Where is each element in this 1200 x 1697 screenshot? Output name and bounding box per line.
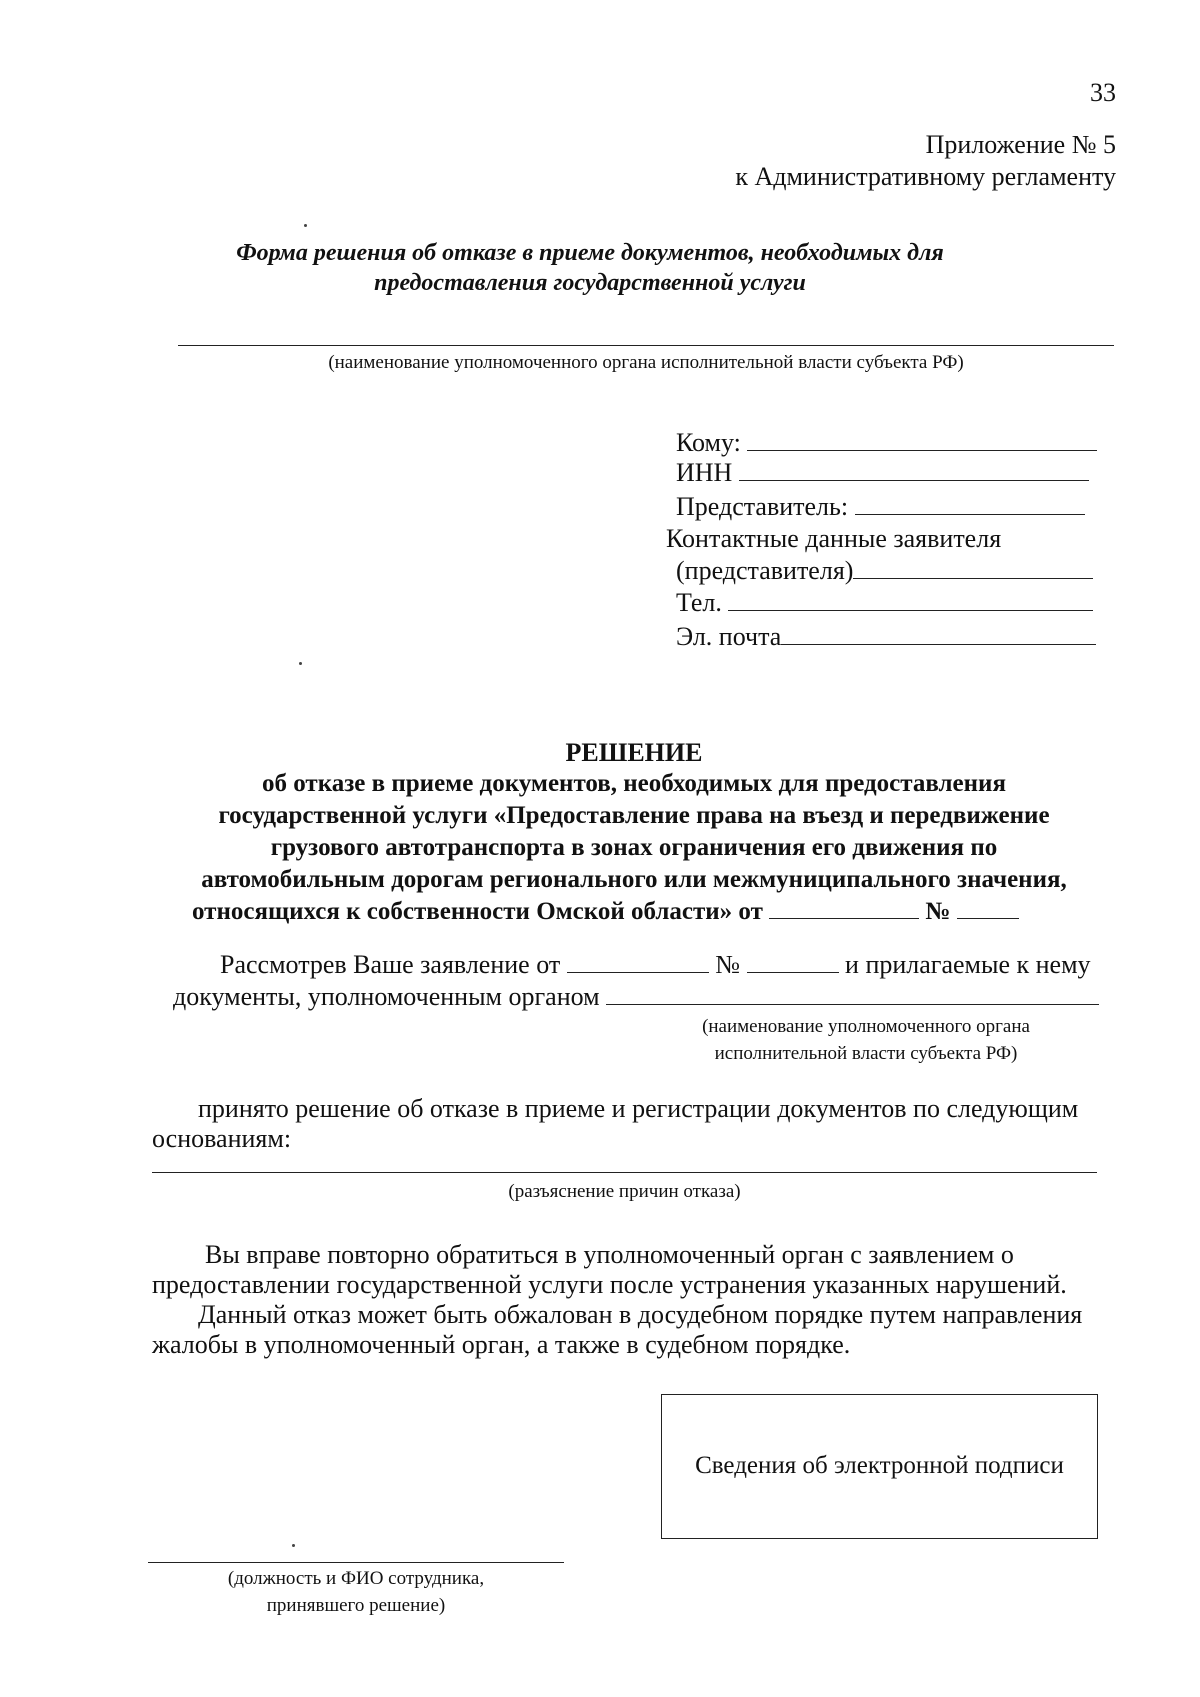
appendix-line-1: Приложение № 5 xyxy=(925,130,1116,159)
rights-line-4: жалобы в уполномоченный орган, а также в судебном порядке. xyxy=(152,1330,851,1359)
scan-speck xyxy=(292,1544,295,1547)
decision-line-2: государственной услуги «Предоставление права на въезд и передвижение xyxy=(218,802,1050,829)
considered-text-1: Рассмотрев Ваше заявление от xyxy=(220,950,561,979)
form-title-line-1: Форма решения об отказе в приеме документов, необходимых для xyxy=(236,240,944,266)
rights-line-1: Вы вправе повторно обратиться в уполномоченный орган с заявлением о xyxy=(205,1240,1014,1269)
recipient-inn-label: ИНН xyxy=(676,458,733,487)
rights-line-3: Данный отказ может быть обжалован в досудебном порядке путем направления xyxy=(198,1300,1083,1329)
considered-line-2 xyxy=(173,982,1099,1012)
scan-speck xyxy=(304,224,307,227)
recipient-contacts-label-2: (представителя) xyxy=(676,556,854,585)
considered-caption-1: (наименование уполномоченного органа xyxy=(702,1016,1030,1037)
recipient-email-label: Эл. почта xyxy=(676,622,782,651)
recipient-email-row xyxy=(676,622,1096,652)
recipient-inn-field xyxy=(739,460,1089,481)
decision-line-5 xyxy=(192,898,1019,926)
recipient-email-field xyxy=(781,624,1096,645)
appendix-line-2: к Административному регламенту xyxy=(735,162,1116,191)
signer-line xyxy=(148,1562,564,1563)
accepted-line-2: основаниям: xyxy=(152,1124,292,1153)
considering-authority-field xyxy=(606,984,1099,1005)
signature-box-label: Сведения об электронной подписи xyxy=(695,1452,1064,1479)
decision-line-4: автомобильным дорогам регионального или межмуниципального значения, xyxy=(201,866,1067,893)
recipient-contacts-label-1: Контактные данные заявителя xyxy=(666,524,1002,553)
considered-text-3: документы, уполномоченным органом xyxy=(173,982,600,1011)
recipient-representative-field xyxy=(855,494,1085,515)
recipient-contacts-field xyxy=(853,558,1093,579)
application-number-field xyxy=(747,952,839,973)
form-title-line-2: предоставления государственной услуги xyxy=(374,270,806,296)
rights-line-2: предоставлении государственной услуги после устранения указанных нарушений. xyxy=(152,1270,1067,1299)
recipient-phone-label: Тел. xyxy=(676,588,722,617)
decision-line-3: грузового автотранспорта в зонах ограничения его движения по xyxy=(270,834,998,861)
page-number: 33 xyxy=(1090,78,1116,107)
decision-heading: РЕШЕНИЕ xyxy=(565,738,703,767)
signature-box xyxy=(661,1394,1098,1539)
considered-line-1 xyxy=(220,950,1091,980)
signer-caption-2: принявшего решение) xyxy=(266,1595,446,1616)
recipient-inn-row xyxy=(676,458,1089,488)
signer-caption-1: (должность и ФИО сотрудника, xyxy=(227,1568,485,1589)
considered-number-sign: № xyxy=(715,950,741,979)
recipient-representative-row xyxy=(676,492,1085,522)
considered-text-2: и прилагаемые к нему xyxy=(845,950,1091,979)
reason-line xyxy=(152,1172,1097,1173)
recipient-to-label: Кому: xyxy=(676,428,741,457)
reason-caption: (разъяснение причин отказа) xyxy=(508,1181,741,1202)
scan-speck xyxy=(299,662,302,665)
recipient-phone-field xyxy=(728,590,1093,611)
authority-caption: (наименование уполномоченного органа исполнительной власти субъекта РФ) xyxy=(328,352,964,373)
decision-line-1: об отказе в приеме документов, необходимых для предоставления xyxy=(262,770,1006,797)
accepted-line-1: принято решение об отказе в приеме и регистрации документов по следующим xyxy=(198,1094,1079,1123)
recipient-to-row xyxy=(676,428,1097,458)
recipient-phone-row xyxy=(676,588,1093,618)
recipient-contacts-row xyxy=(676,556,1093,586)
decision-number-sign: № xyxy=(925,898,951,925)
decision-line-5-text: относящихся к собственности Омской области» от xyxy=(192,898,763,925)
recipient-to-field xyxy=(747,430,1097,451)
decision-date-field xyxy=(769,898,919,919)
considered-caption-2: исполнительной власти субъекта РФ) xyxy=(714,1043,1018,1064)
decision-number-field xyxy=(957,898,1019,919)
authority-name-line xyxy=(178,345,1114,346)
recipient-representative-label: Представитель: xyxy=(676,492,849,521)
application-date-field xyxy=(567,952,709,973)
